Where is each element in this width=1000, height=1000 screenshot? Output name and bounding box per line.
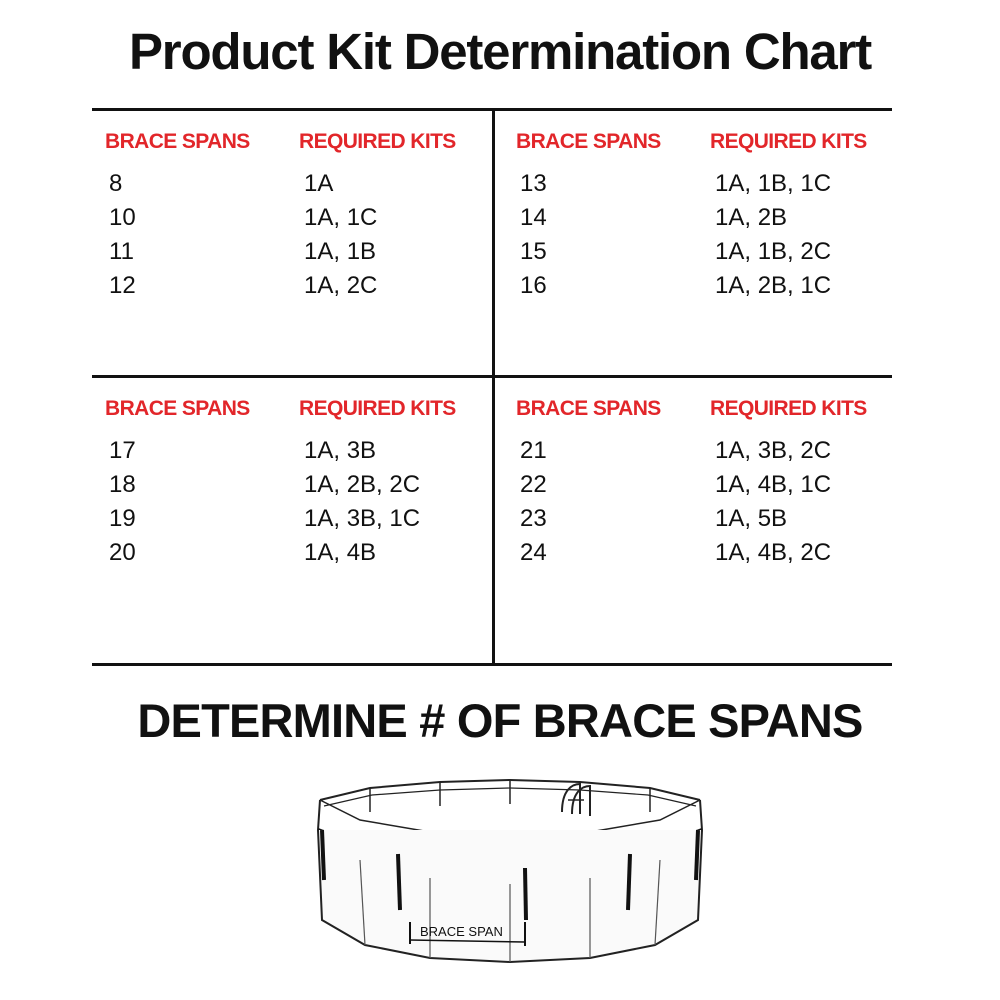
table-row: [92, 505, 492, 539]
required-kits-value: 1A, 1B, 1C: [715, 170, 832, 197]
required-kits-value: 1A, 5B: [715, 505, 788, 532]
table-row: [503, 539, 903, 573]
brace-span-value: 11: [109, 238, 134, 265]
pool-illustration: [300, 770, 720, 970]
table-row: [92, 272, 492, 306]
required-kits-value: 1A, 3B, 1C: [304, 505, 421, 532]
required-kits-value: 1A, 2B, 2C: [304, 471, 421, 498]
vertical-divider: [492, 108, 495, 666]
table-row: [92, 539, 492, 573]
brace-span-value: 22: [520, 471, 547, 498]
table-row: [503, 170, 903, 204]
brace-span-label: BRACE SPAN: [420, 924, 503, 939]
table-row: [503, 437, 903, 471]
required-kits-value: 1A, 2B: [715, 204, 788, 231]
brace-span-value: 21: [520, 437, 547, 464]
required-kits-value: 1A, 1B, 2C: [715, 238, 832, 265]
brace-span-value: 8: [109, 170, 123, 197]
required-kits-value: 1A, 3B: [304, 437, 377, 464]
brace-span-value: 15: [520, 238, 547, 265]
required-kits-value: 1A, 2B, 1C: [715, 272, 832, 299]
brace-span-value: 17: [109, 437, 136, 464]
table-row: [92, 437, 492, 471]
brace-span-value: 24: [520, 539, 547, 566]
table-row: [503, 272, 903, 306]
table-row: [503, 204, 903, 238]
required-kits-header: REQUIRED KITS: [299, 397, 456, 420]
brace-spans-header: BRACE SPANS: [105, 397, 250, 420]
required-kits-value: 1A, 3B, 2C: [715, 437, 832, 464]
brace-spans-header: BRACE SPANS: [516, 130, 661, 153]
required-kits-header: REQUIRED KITS: [299, 130, 456, 153]
table-row: [503, 471, 903, 505]
pool-drawing: [300, 770, 720, 970]
table-row: [92, 238, 492, 272]
required-kits-value: 1A, 2C: [304, 272, 378, 299]
required-kits-value: 1A: [304, 170, 334, 197]
table-row: [503, 505, 903, 539]
brace-spans-header: BRACE SPANS: [516, 397, 661, 420]
section-subtitle: DETERMINE # OF BRACE SPANS: [137, 694, 863, 747]
page-title: Product Kit Determination Chart: [128, 23, 872, 80]
required-kits-value: 1A, 4B, 1C: [715, 471, 832, 498]
brace-span-value: 10: [109, 204, 136, 231]
brace-span-value: 23: [520, 505, 547, 532]
required-kits-value: 1A, 1C: [304, 204, 378, 231]
brace-span-value: 14: [520, 204, 547, 231]
table-row: [92, 471, 492, 505]
required-kits-header: REQUIRED KITS: [710, 397, 867, 420]
required-kits-value: 1A, 4B: [304, 539, 377, 566]
required-kits-value: 1A, 4B, 2C: [715, 539, 832, 566]
table-row: [92, 204, 492, 238]
table-row: [92, 170, 492, 204]
required-kits-value: 1A, 1B: [304, 238, 377, 265]
brace-span-value: 12: [109, 272, 136, 299]
brace-span-value: 19: [109, 505, 136, 532]
brace-span-value: 18: [109, 471, 136, 498]
brace-spans-header: BRACE SPANS: [105, 130, 250, 153]
required-kits-header: REQUIRED KITS: [710, 130, 867, 153]
brace-span-value: 20: [109, 539, 136, 566]
brace-span-value: 16: [520, 272, 547, 299]
brace-span-value: 13: [520, 170, 547, 197]
table-row: [503, 238, 903, 272]
